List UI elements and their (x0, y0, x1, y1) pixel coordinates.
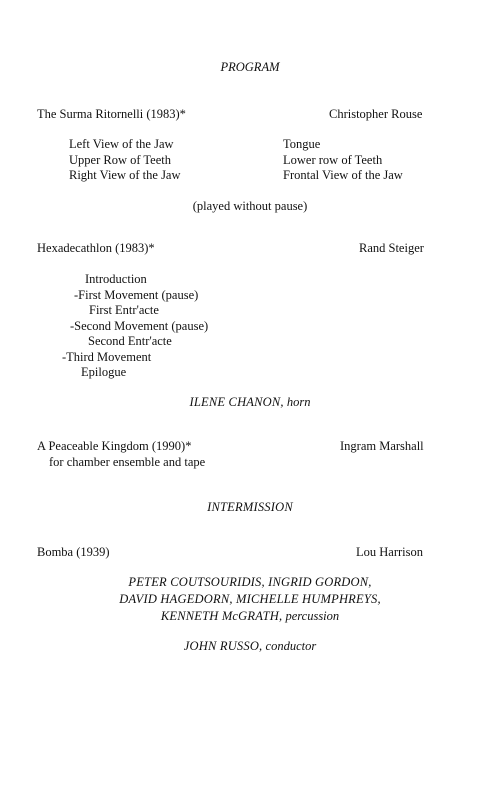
piece-1-left-column (69, 137, 181, 184)
piece-1-composer: Christopher Rouse (329, 107, 423, 121)
piece-3-subtitle: for chamber ensemble and tape (49, 455, 206, 469)
conductor-line (0, 639, 500, 654)
intermission-label: INTERMISSION (207, 500, 293, 514)
movement-item: Second Entr'acte (88, 334, 172, 348)
movement-item: Frontal View of the Jaw (283, 168, 403, 182)
piece-1-title: The Surma Ritornelli (1983)* (37, 107, 186, 121)
piece-2-performer (0, 395, 500, 410)
movement-item: -Second Movement (pause) (70, 318, 209, 333)
piece-3-composer: Ingram Marshall (340, 439, 424, 453)
piece-2-movements (62, 272, 208, 381)
performer-name: KENNETH McGRATH, (160, 609, 283, 623)
piece-1-right-column (283, 137, 403, 184)
piece-4-composer: Lou Harrison (356, 545, 423, 559)
movement-item: Upper Row of Teeth (69, 152, 171, 167)
piece-3-title: A Peaceable Kingdom (1990)* (37, 439, 192, 453)
movement-item: Tongue (283, 137, 321, 151)
conductor-name: JOHN RUSSO, (183, 639, 263, 653)
program-heading: PROGRAM (220, 60, 280, 74)
performer-name: ILENE CHANON, (189, 395, 284, 409)
performers-line: DAVID HAGEDORN, MICHELLE HUMPHREYS, (119, 592, 381, 606)
movement-item: -Third Movement (62, 349, 152, 364)
conductor-role: conductor (265, 639, 317, 653)
movement-item: Left View of the Jaw (69, 137, 174, 151)
performers-line-last (0, 609, 500, 624)
performers-line: PETER COUTSOURIDIS, INGRID GORDON, (128, 575, 372, 589)
piece-2-composer: Rand Steiger (359, 241, 424, 255)
movement-item: First Entr'acte (89, 303, 159, 317)
movement-item: Lower row of Teeth (283, 152, 383, 167)
movement-item: Right View of the Jaw (69, 168, 181, 182)
piece-2-title: Hexadecathlon (1983)* (37, 241, 155, 255)
movement-item: Introduction (85, 272, 147, 286)
piece-1-note: (played without pause) (192, 199, 308, 213)
piece-4-title: Bomba (1939) (37, 545, 110, 559)
performer-role: horn (286, 395, 311, 409)
movement-item: -First Movement (pause) (74, 287, 199, 302)
performer-role: percussion (285, 609, 340, 623)
movement-item: Epilogue (81, 365, 127, 379)
